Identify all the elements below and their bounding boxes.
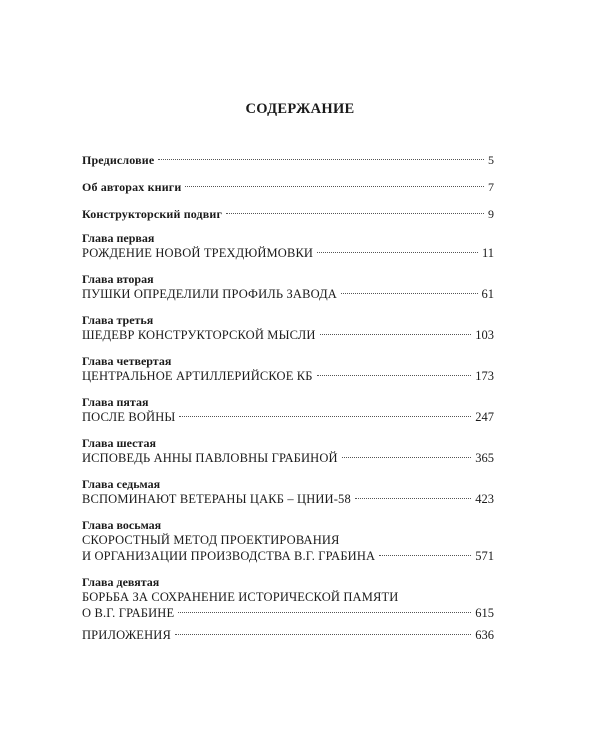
chapter-title: СКОРОСТНЫЙ МЕТОД ПРОЕКТИРОВАНИЯ bbox=[82, 533, 340, 547]
chapter-label: Глава третья bbox=[82, 313, 154, 327]
dot-leader bbox=[355, 498, 471, 499]
chapter-page: 365 bbox=[475, 451, 494, 465]
chapter-page: 247 bbox=[475, 410, 494, 424]
dot-leader bbox=[341, 293, 478, 294]
chapter-page: 571 bbox=[475, 549, 494, 563]
dot-leader bbox=[185, 186, 484, 187]
dot-leader bbox=[175, 634, 471, 635]
toc-chapter-1[interactable] bbox=[82, 231, 494, 261]
chapter-title: ЦЕНТРАЛЬНОЕ АРТИЛЛЕРИЙСКОЕ КБ bbox=[82, 369, 313, 383]
entry-title: Предисловие bbox=[82, 153, 155, 167]
chapter-title: ВСПОМИНАЮТ ВЕТЕРАНЫ ЦАКБ – ЦНИИ-58 bbox=[82, 492, 351, 506]
chapter-page: 103 bbox=[475, 328, 494, 342]
entry-page: 5 bbox=[488, 153, 494, 167]
toc-entry-feat[interactable] bbox=[82, 206, 494, 222]
chapter-title: ПОСЛЕ ВОЙНЫ bbox=[82, 410, 176, 424]
dot-leader bbox=[317, 252, 478, 253]
chapter-label: Глава девятая bbox=[82, 575, 160, 589]
chapter-label: Глава восьмая bbox=[82, 518, 162, 532]
chapter-label: Глава четвертая bbox=[82, 354, 172, 368]
chapter-label: Глава первая bbox=[82, 231, 155, 245]
appendix-title: ПРИЛОЖЕНИЯ bbox=[82, 628, 171, 642]
chapter-title: ПУШКИ ОПРЕДЕЛИЛИ ПРОФИЛЬ ЗАВОДА bbox=[82, 287, 337, 301]
chapter-page: 61 bbox=[481, 287, 494, 301]
chapter-title: РОЖДЕНИЕ НОВОЙ ТРЕХДЮЙМОВКИ bbox=[82, 246, 314, 260]
chapter-page: 423 bbox=[475, 492, 494, 506]
toc-chapter-9[interactable] bbox=[82, 575, 494, 621]
chapter-page: 615 bbox=[475, 606, 494, 620]
entry-title: Конструкторский подвиг bbox=[82, 207, 223, 221]
toc-entry-authors[interactable] bbox=[82, 179, 494, 195]
toc-chapter-3[interactable] bbox=[82, 313, 494, 343]
chapter-label: Глава вторая bbox=[82, 272, 154, 286]
dot-leader bbox=[379, 555, 471, 556]
chapter-title: ИСПОВЕДЬ АННЫ ПАВЛОВНЫ ГРАБИНОЙ bbox=[82, 451, 338, 465]
toc-entry-preface[interactable] bbox=[82, 152, 494, 168]
chapter-title-cont: О В.Г. ГРАБИНЕ bbox=[82, 606, 175, 620]
chapter-page: 11 bbox=[481, 246, 494, 260]
chapter-title: ШЕДЕВР КОНСТРУКТОРСКОЙ МЫСЛИ bbox=[82, 328, 316, 342]
toc-appendix[interactable] bbox=[82, 627, 494, 643]
toc-title: СОДЕРЖАНИЕ bbox=[245, 101, 355, 117]
dot-leader bbox=[179, 416, 471, 417]
dot-leader bbox=[320, 334, 472, 335]
entry-page: 7 bbox=[488, 180, 494, 194]
dot-leader bbox=[317, 375, 472, 376]
toc-chapter-5[interactable] bbox=[82, 395, 494, 425]
toc-chapter-4[interactable] bbox=[82, 354, 494, 384]
chapter-page: 173 bbox=[475, 369, 494, 383]
entry-page: 9 bbox=[488, 207, 494, 221]
chapter-title-cont: И ОРГАНИЗАЦИИ ПРОИЗВОДСТВА В.Г. ГРАБИНА bbox=[82, 549, 376, 563]
appendix-page: 636 bbox=[475, 628, 494, 642]
toc-chapter-6[interactable] bbox=[82, 436, 494, 466]
dot-leader bbox=[158, 159, 484, 160]
chapter-title: БОРЬБА ЗА СОХРАНЕНИЕ ИСТОРИЧЕСКОЙ ПАМЯТИ bbox=[82, 590, 399, 604]
chapter-label: Глава шестая bbox=[82, 436, 156, 450]
dot-leader bbox=[178, 612, 471, 613]
chapter-label: Глава пятая bbox=[82, 395, 149, 409]
chapter-label: Глава седьмая bbox=[82, 477, 161, 491]
toc-chapter-8[interactable] bbox=[82, 518, 494, 564]
dot-leader bbox=[342, 457, 472, 458]
entry-title: Об авторах книги bbox=[82, 180, 182, 194]
dot-leader bbox=[226, 213, 484, 214]
toc-chapter-7[interactable] bbox=[82, 477, 494, 507]
toc-chapter-2[interactable] bbox=[82, 272, 494, 302]
